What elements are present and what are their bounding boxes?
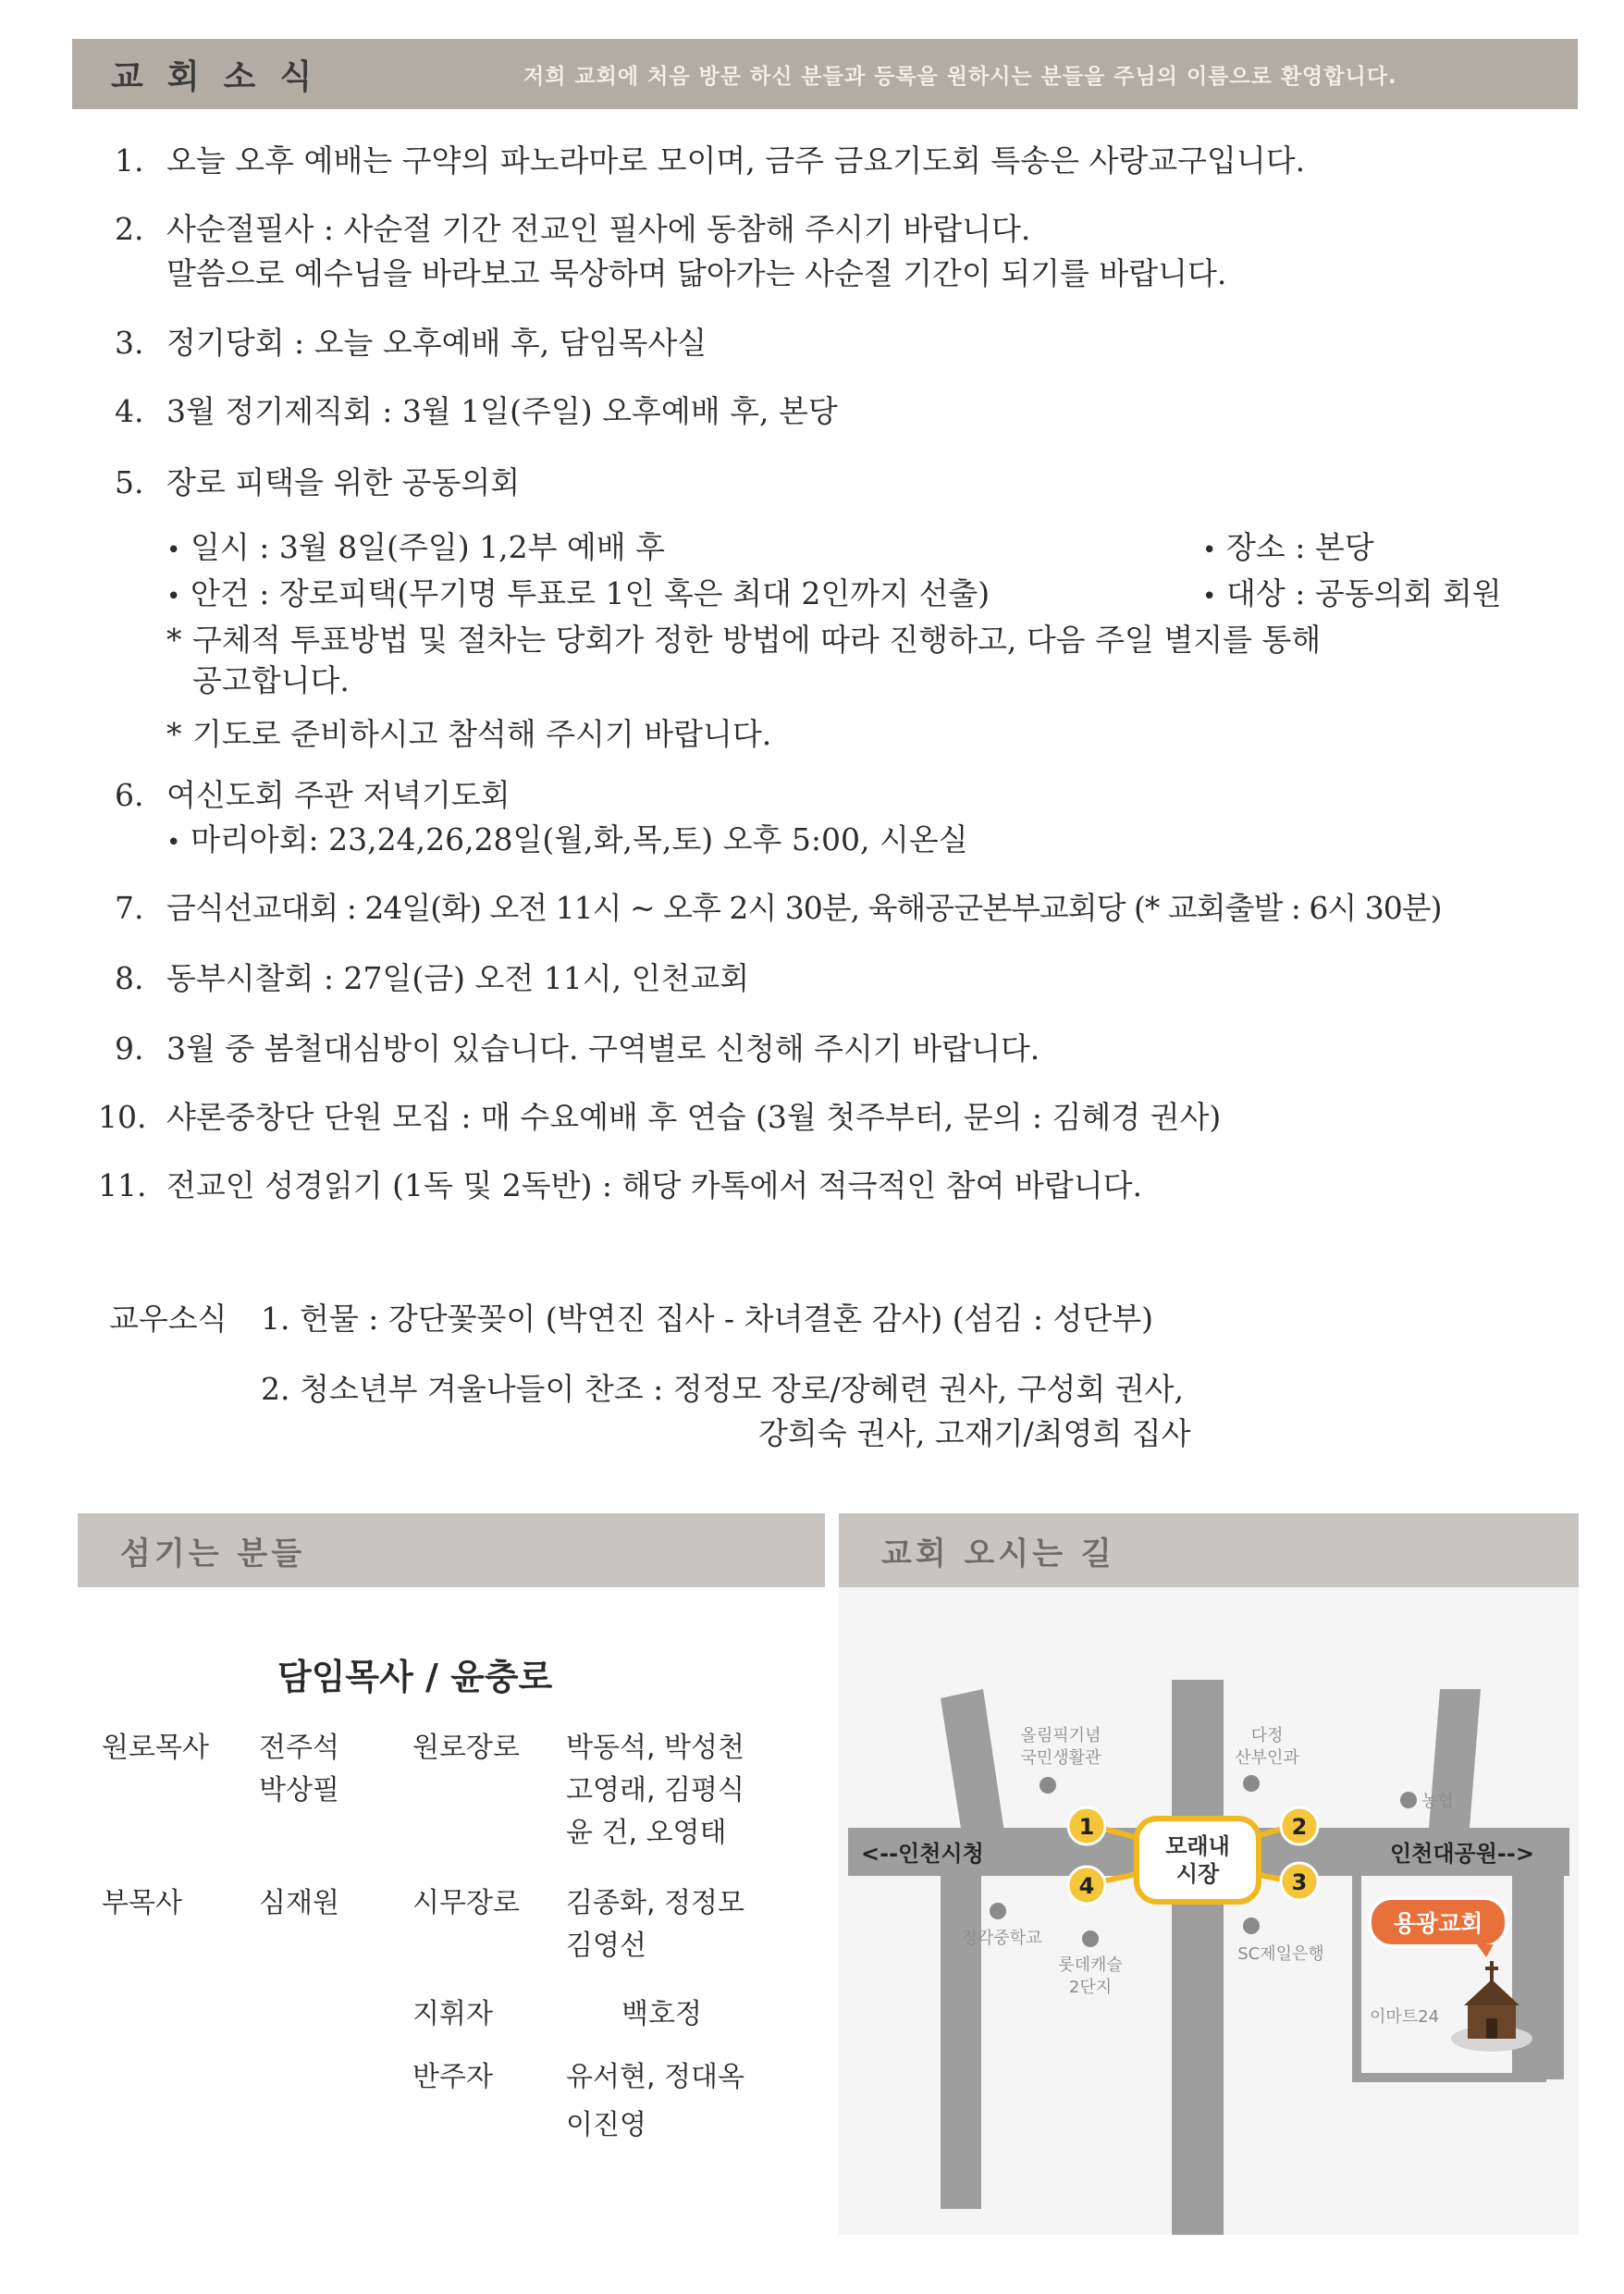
poi-emart24: 이마트24 (1370, 2007, 1440, 2027)
poi-sc-bank: SC제일은행 (1237, 1944, 1324, 1964)
poi-dot-jeonggak (990, 1903, 1006, 1919)
notice-item-5: 5. 장로 피택을 위한 공동의회 (115, 464, 521, 500)
member-news-item-1: 1. 헌물 : 강단꽃꽂이 (박연진 집사 - 차녀결혼 감사) (섬김 : 성단부) (261, 1301, 1153, 1337)
notice-item-2-continuation: 말씀으로 예수님을 바라보고 묵상하며 닮아가는 사순절 기간이 되기를 바랍니다. (166, 255, 1227, 291)
staff-section-header (78, 1513, 825, 1587)
notice-item-2: 2. 사순절필사 : 사순절 기간 전교인 필사에 동참해 주시기 바랍니다. (115, 211, 1031, 247)
direction-incheon-cityhall: <--인천시청 (861, 1841, 984, 1867)
poi-dajeong-line-1: 다정 (1250, 1726, 1284, 1745)
header-title: 교회소식 (111, 57, 337, 96)
poi-dot-dajeong (1243, 1775, 1260, 1792)
marker-2 (1281, 1807, 1318, 1844)
poi-lotte-line-2: 2단지 (1068, 1978, 1113, 1997)
marker-4 (1068, 1867, 1105, 1904)
member-news-item-2: 2. 청소년부 겨울나들이 찬조 : 정정모 장로/장혜련 권사, 구성회 권사, (261, 1371, 1184, 1407)
associate-pastor-name: 심재원 (259, 1887, 339, 1919)
prayer-detail: • 마리아회: 23,24,26,28일(월,화,목,토) 오후 5:00, 시온실 (166, 821, 968, 857)
conductor-name: 백호정 (621, 1998, 702, 2030)
emeritus-pastor-name-2: 박상필 (259, 1774, 339, 1807)
elder-vote-place: • 장소 : 본당 (1202, 529, 1374, 565)
emeritus-elder-names-2: 고영래, 김평식 (566, 1774, 744, 1807)
notice-item-11: 11. 전교인 성경읽기 (1독 및 2독반) : 해당 카톡에서 적극적인 참여 바랍니다. (98, 1167, 1142, 1203)
svg-text:4: 4 (1078, 1873, 1095, 1899)
notice-item-8: 8. 동부시찰회 : 27일(금) 오전 11시, 인천교회 (115, 960, 750, 996)
notice-item-1: 1. 오늘 오후 예배는 구약의 파노라마로 모이며, 금주 금요기도회 특송은 사랑교구입니다. (115, 142, 1306, 179)
directions-section-title: 교회 오시는 길 (881, 1535, 1115, 1572)
poi-dot-lotte (1082, 1930, 1099, 1947)
accompanist-label: 반주자 (412, 2061, 493, 2093)
direction-incheon-grand-park: 인천대공원--> (1390, 1841, 1534, 1867)
notice-item-4: 4. 3월 정기제직회 : 3월 1일(주일) 오후예배 후, 본당 (115, 393, 838, 429)
active-elder-names-1: 김종화, 정정모 (566, 1887, 744, 1919)
poi-jeonggak-school: 정각중학교 (961, 1929, 1042, 1948)
notice-item-3: 3. 정기당회 : 오늘 오후예배 후, 담임목사실 (115, 325, 707, 361)
market-label-line-2: 시장 (1175, 1861, 1220, 1887)
church-news-header (72, 39, 1578, 109)
directions-map (839, 1587, 1579, 2235)
svg-text:3: 3 (1291, 1869, 1308, 1895)
poi-olympic-line-2: 국민생활관 (1020, 1748, 1101, 1768)
active-elder-label: 시무장로 (412, 1887, 520, 1919)
poi-dajeong-line-2: 산부인과 (1235, 1748, 1299, 1768)
elder-vote-note-1-cont: 공고합니다. (192, 662, 350, 698)
market-label-line-1: 모래내 (1165, 1833, 1230, 1859)
poi-dot-olympic (1040, 1777, 1056, 1794)
header-welcome-text: 저희 교회에 처음 방문 하신 분들과 등록을 원하시는 분들을 주님의 이름으로 환영합니다. (523, 64, 1397, 89)
active-elder-names-2: 김영선 (566, 1930, 646, 1962)
elder-vote-agenda: • 안건 : 장로피택(무기명 투표로 1인 혹은 최대 2인까지 선출) (166, 575, 990, 611)
member-news-label: 교우소식 (109, 1301, 228, 1337)
elder-vote-date: • 일시 : 3월 8일(주일) 1,2부 예배 후 (166, 529, 666, 565)
emeritus-elder-label: 원로장로 (412, 1732, 520, 1764)
directions-section-header (839, 1513, 1579, 1587)
marker-1 (1068, 1807, 1105, 1844)
accompanist-names-2: 이진영 (566, 2109, 646, 2141)
senior-pastor: 담임목사 / 윤충로 (277, 1657, 553, 1697)
church-name-label: 용광교회 (1393, 1910, 1483, 1937)
poi-nonghyup: 농협 (1421, 1792, 1454, 1811)
svg-text:1: 1 (1078, 1814, 1095, 1840)
notice-item-7: 7. 금식선교대회 : 24일(화) 오전 11시 ~ 오후 2시 30분, 육해공군본부교회당 (* 교회출발 : 6시 30분) (115, 890, 1442, 926)
notice-item-6: 6. 여신도회 주관 저녁기도회 (115, 777, 511, 813)
poi-dot-nonghyup (1400, 1792, 1417, 1808)
associate-pastor-label: 부목사 (102, 1887, 182, 1919)
elder-vote-note-1: * 구체적 투표방법 및 절차는 당회가 정한 방법에 따라 진행하고, 다음 주일 별지를 통해 (166, 622, 1322, 658)
market-center-box (1137, 1819, 1259, 1902)
emeritus-elder-names-1: 박동석, 박성천 (566, 1732, 744, 1764)
marker-3 (1281, 1863, 1318, 1900)
poi-dot-sc-bank (1243, 1918, 1260, 1934)
staff-section-title: 섬기는 분들 (120, 1535, 306, 1572)
conductor-label: 지휘자 (412, 1998, 493, 2030)
accompanist-names-1: 유서현, 정대옥 (566, 2061, 744, 2093)
member-news-item-2-cont: 강희숙 권사, 고재기/최영희 집사 (758, 1415, 1191, 1451)
poi-lotte-line-1: 롯데캐슬 (1058, 1955, 1123, 1975)
elder-vote-target: • 대상 : 공동의회 회원 (1202, 575, 1502, 611)
svg-text:2: 2 (1291, 1814, 1308, 1840)
emeritus-elder-names-3: 윤 건, 오영태 (566, 1817, 727, 1849)
poi-olympic-line-1: 올림픽기념 (1020, 1726, 1101, 1745)
notice-item-9: 9. 3월 중 봄철대심방이 있습니다. 구역별로 신청해 주시기 바랍니다. (115, 1030, 1040, 1067)
emeritus-pastor-label: 원로목사 (102, 1732, 209, 1764)
elder-vote-note-2: * 기도로 준비하시고 참석해 주시기 바랍니다. (166, 716, 772, 752)
emeritus-pastor-name-1: 전주석 (259, 1732, 339, 1764)
notice-item-10: 10. 샤론중창단 단원 모집 : 매 수요예배 후 연습 (3월 첫주부터, 문의 : 김혜경 권사) (98, 1099, 1222, 1135)
